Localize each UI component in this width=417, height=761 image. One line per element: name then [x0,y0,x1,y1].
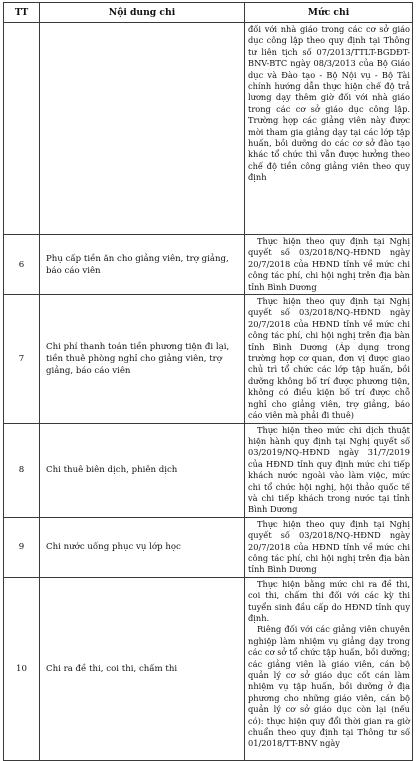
expense-table [3,2,413,761]
header-content: Nội dung chi [40,3,245,23]
table-header-row [4,3,413,23]
row-content: Chi phí thanh toán tiền phương tiện đi lại, tiền thuê phòng nghỉ cho giảng viên, trợ giảng, báo cáo viên [40,295,245,423]
table-row [4,423,413,517]
header-tt: TT [4,3,40,23]
row-level [245,517,413,577]
row-level-paragraph: Thực hiện bằng mức chi ra đề thi, coi thi, chấm thi đối với các kỳ thi tuyển sinh đầu cấp do HĐND tỉnh quy định. [248,578,410,623]
row-content: Chi nước uống phục vụ lớp học [40,517,245,577]
table-row [4,295,413,423]
row-level [245,235,413,295]
row-number: 8 [4,423,40,517]
row-level [245,23,413,235]
row-level-paragraph: Thực hiện theo mức chi dịch thuật hiện hành quy định tại Nghị quyết số 03/2019/NQ-HĐND ngày 31/7/2019 của HĐND tỉnh quy định mức chi tiếp khách nước ngoài vào làm việc, mức chi tổ chức hội nghị, hội thảo quốc tế và chi tiếp khách trong nước tại tỉnh Bình Dương [248,424,410,515]
row-level-paragraph: đối với nhà giáo trong các cơ sở giáo dục công lập theo quy định tại Thông tư liên tịch số 07/2013/TTLT-BGDĐT-BNV-BTC ngày 08/3/2013 của Bộ Giáo dục và Đào tạo - Bộ Nội vụ - Bộ Tài chính hướng dẫn thực hiện chế độ trả lương dạy thêm giờ đối với nhà giáo trong các cơ sở giáo dục công lập. Trường hợp các giảng viên này được mời tham gia giảng dạy tại các lớp tập huấn, bồi dưỡng do các cơ sở đào tạo khác tổ chức thì vẫn được hưởng theo chế độ tiền công giảng viên theo quy định [248,24,410,183]
row-content [40,23,245,235]
row-level-paragraph: Riêng đối với các giảng viên chuyên nghiệp làm nhiệm vụ giảng dạy trong các cơ sở tổ chức tập huấn, bồi dưỡng; các giảng viên là giáo viên, cán bộ quản lý cơ sở giáo dục cốt cán làm nhiệm vụ tập huấn, bồi dưỡng ở địa phương cho những giáo viên, cán bộ quản lý cơ sở giáo dục còn lại (nếu có): thực hiện quy đổi thời gian ra giờ chuẩn theo quy định tại Thông tư số 01/2018/TT-BNV ngày [248,624,410,749]
row-level [245,577,413,760]
row-number [4,23,40,235]
row-number: 6 [4,235,40,295]
row-level-paragraph: Thực hiện theo quy định tại Nghị quyết số 03/2018/NQ-HĐND ngày 20/7/2018 của HĐND tỉnh về mức chi công tác phí, chi hội nghị trên địa bàn tỉnh Bình Dương [248,518,410,575]
row-number: 9 [4,517,40,577]
row-level [245,423,413,517]
table-row [4,235,413,295]
row-level-paragraph: Thực hiện theo quy định tại Nghị quyết số 03/2018/NQ-HĐND ngày 20/7/2018 của HĐND tỉnh về mức chi công tác phí, chi hội nghị trên địa bàn tỉnh Bình Dương (Áp dụng trong trường hợp cơ quan, đơn vị được giao chủ trì tổ chức các lớp tập huấn, bồi dưỡng không bố trí được phương tiện, không có điều kiện bố trí được chỗ nghỉ cho giảng viên, trợ giảng, báo cáo viên mà phải đi thuê) [248,296,410,421]
header-level: Mức chi [245,3,413,23]
table-row [4,23,413,235]
row-number: 7 [4,295,40,423]
row-content: Chi ra đề thi, coi thi, chấm thi [40,577,245,760]
row-level [245,295,413,423]
document-page [3,2,412,749]
row-content: Chi thuê biên dịch, phiên dịch [40,423,245,517]
row-level-paragraph: Thực hiện theo quy định tại Nghị quyết số 03/2018/NQ-HĐND ngày 20/7/2018 của HĐND tỉnh về mức chi công tác phí, chi hội nghị trên địa bàn tỉnh Bình Dương [248,236,410,292]
table-row [4,517,413,577]
table-row [4,577,413,760]
row-number: 10 [4,577,40,760]
row-content: Phụ cấp tiền ăn cho giảng viên, trợ giảng, báo cáo viên [40,235,245,295]
